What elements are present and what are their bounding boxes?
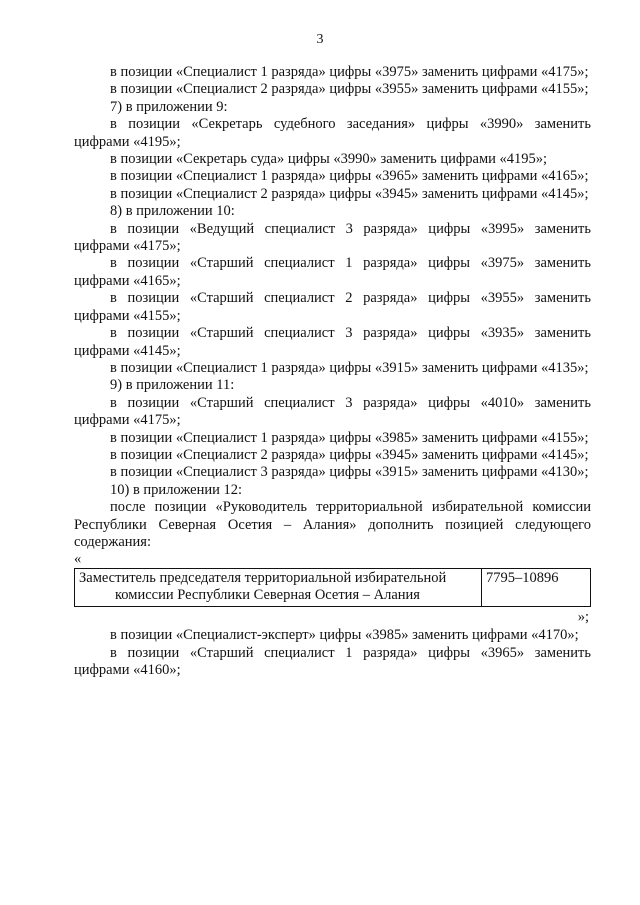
position-title-line2: комиссии Республики Северная Осетия – Алания — [115, 587, 420, 604]
amendment-paragraph: в позиции «Старший специалист 3 разряда» цифры «4010» заменить цифрами «4175»; — [74, 394, 591, 429]
amendment-paragraph: в позиции «Секретарь суда» цифры «3990» заменить цифрами «4195»; — [110, 151, 548, 168]
amendments-after-table — [74, 627, 591, 679]
amendment-paragraph: после позиции «Руководитель территориальной избирательной комиссии Республики Северная Осетия – Алания» дополнить позицией следующего содержания: — [74, 499, 591, 550]
amendment-paragraph: 8) в приложении 10: — [110, 203, 235, 220]
position-title-line1: Заместитель председателя территориальной избирательной — [79, 570, 447, 587]
inserted-position-table — [74, 568, 591, 607]
opening-quote: « — [74, 551, 82, 568]
amendment-paragraph: в позиции «Специалист-эксперт» цифры «3985» заменить цифрами «4170»; — [110, 627, 579, 644]
amendment-paragraph: в позиции «Специалист 2 разряда» цифры «3955» заменить цифрами «4155»; — [110, 81, 589, 98]
salary-range-cell: 7795–10896 — [482, 569, 591, 607]
position-title-cell — [75, 569, 482, 607]
page-number: 3 — [316, 32, 324, 47]
amendment-paragraph: в позиции «Специалист 2 разряда» цифры «3945» заменить цифрами «4145»; — [110, 446, 589, 463]
amendment-paragraph: в позиции «Специалист 1 разряда» цифры «3965» заменить цифрами «4165»; — [110, 168, 589, 185]
amendment-paragraph: в позиции «Старший специалист 3 разряда» цифры «3935» заменить цифрами «4145»; — [74, 325, 591, 359]
amendment-paragraph: 7) в приложении 9: — [110, 98, 228, 115]
closing-quote: »; — [577, 609, 589, 626]
amendment-paragraph: в позиции «Старший специалист 2 разряда» цифры «3955» заменить цифрами «4155»; — [74, 290, 591, 324]
amendment-paragraph: в позиции «Старший специалист 1 разряда» цифры «3965» заменить цифрами «4160»; — [74, 644, 591, 679]
document-body — [74, 64, 591, 680]
amendment-paragraph: в позиции «Секретарь судебного заседания» цифры «3990» заменить цифрами «4195»; — [74, 116, 591, 150]
amendment-paragraph: 10) в приложении 12: — [110, 481, 243, 498]
amendment-paragraph: в позиции «Ведущий специалист 3 разряда» цифры «3995» заменить цифрами «4175»; — [74, 220, 591, 255]
amendment-paragraph: в позиции «Специалист 1 разряда» цифры «3915» заменить цифрами «4135»; — [110, 359, 589, 376]
amendment-paragraph: в позиции «Специалист 3 разряда» цифры «3915» заменить цифрами «4130»; — [110, 464, 589, 481]
amendment-paragraph: 9) в приложении 11: — [110, 377, 235, 394]
amendments-before-table — [74, 64, 591, 551]
amendment-paragraph: в позиции «Старший специалист 1 разряда» цифры «3975» заменить цифрами «4165»; — [74, 255, 591, 289]
amendment-paragraph: в позиции «Специалист 1 разряда» цифры «3985» заменить цифрами «4155»; — [110, 429, 589, 446]
table-row — [75, 569, 591, 607]
amendment-paragraph: в позиции «Специалист 2 разряда» цифры «3945» заменить цифрами «4145»; — [110, 185, 589, 202]
amendment-paragraph: в позиции «Специалист 1 разряда» цифры «3975» заменить цифрами «4175»; — [110, 64, 589, 80]
